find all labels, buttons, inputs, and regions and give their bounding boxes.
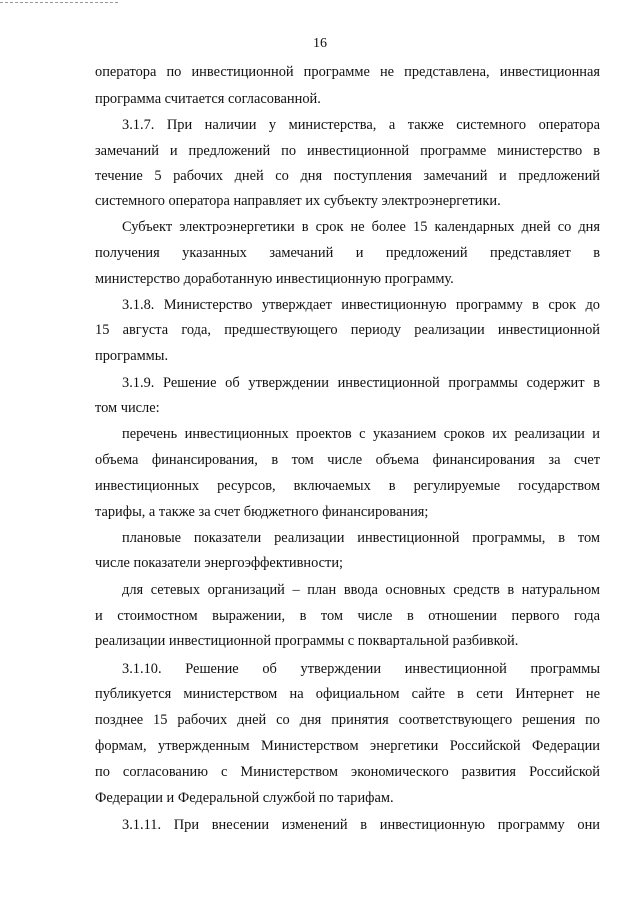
text-line: министерство доработанную инвестиционную программу. (95, 271, 454, 287)
text-line: объема финансирования, в том числе объема финансирования за счет (95, 452, 600, 468)
text-line: замечаний и предложений по инвестиционной программе министерство в (95, 143, 600, 159)
scan-edge-mark (0, 2, 118, 3)
text-line: числе показатели энергоэффективности; (95, 555, 344, 571)
text-line: 3.1.7. При наличии у министерства, а также системного оператора (122, 117, 600, 133)
text-line: 3.1.10. Решение об утверждении инвестиционной программы (122, 661, 600, 677)
text-line: для сетевых организаций – план ввода основных средств в натуральном (122, 582, 600, 598)
text-line: программы. (95, 348, 169, 364)
text-line: публикуется министерством на официальном сайте в сети Интернет не (95, 686, 600, 702)
text-line: оператора по инвестиционной программе не представлена, инвестиционная (95, 64, 600, 80)
text-line: инвестиционных ресурсов, включаемых в регулируемые государством (95, 478, 600, 494)
text-line: 3.1.8. Министерство утверждает инвестиционную программу в срок до (122, 297, 600, 313)
text-line: системного оператора направляет их субъекту электроэнергетики. (95, 193, 501, 209)
text-line: формам, утвержденным Министерством энергетики Российской Федерации (95, 738, 600, 754)
text-line: и стоимостном выражении, в том числе в отношении первого года (95, 608, 600, 624)
text-line: по согласованию с Министерством экономического развития Российской (95, 764, 600, 780)
text-line: течение 5 рабочих дней со дня поступления замечаний и предложений (95, 168, 600, 184)
text-line: Федерации и Федеральной службой по тарифам. (95, 790, 394, 806)
text-line: том числе: (95, 400, 160, 416)
text-line: реализации инвестиционной программы с поквартальной разбивкой. (95, 633, 519, 649)
text-line: 3.1.9. Решение об утверждении инвестиционной программы содержит в (122, 375, 600, 391)
text-line: позднее 15 рабочих дней со дня принятия соответствующего решения по (95, 712, 600, 728)
text-line: тарифы, а также за счет бюджетного финансирования; (95, 504, 429, 520)
text-line: перечень инвестиционных проектов с указанием сроков их реализации и (122, 426, 600, 442)
text-line: плановые показатели реализации инвестиционной программы, в том (122, 530, 600, 546)
text-line: 3.1.11. При внесении изменений в инвестиционную программу они (122, 817, 600, 833)
text-line: получения указанных замечаний и предложений представляет в (95, 245, 600, 261)
text-line: 15 августа года, предшествующего периоду реализации инвестиционной (95, 322, 600, 338)
text-line: Субъект электроэнергетики в срок не более 15 календарных дней со дня (122, 219, 600, 235)
text-line: программа считается согласованной. (95, 91, 321, 107)
page-number: 16 (313, 36, 327, 51)
